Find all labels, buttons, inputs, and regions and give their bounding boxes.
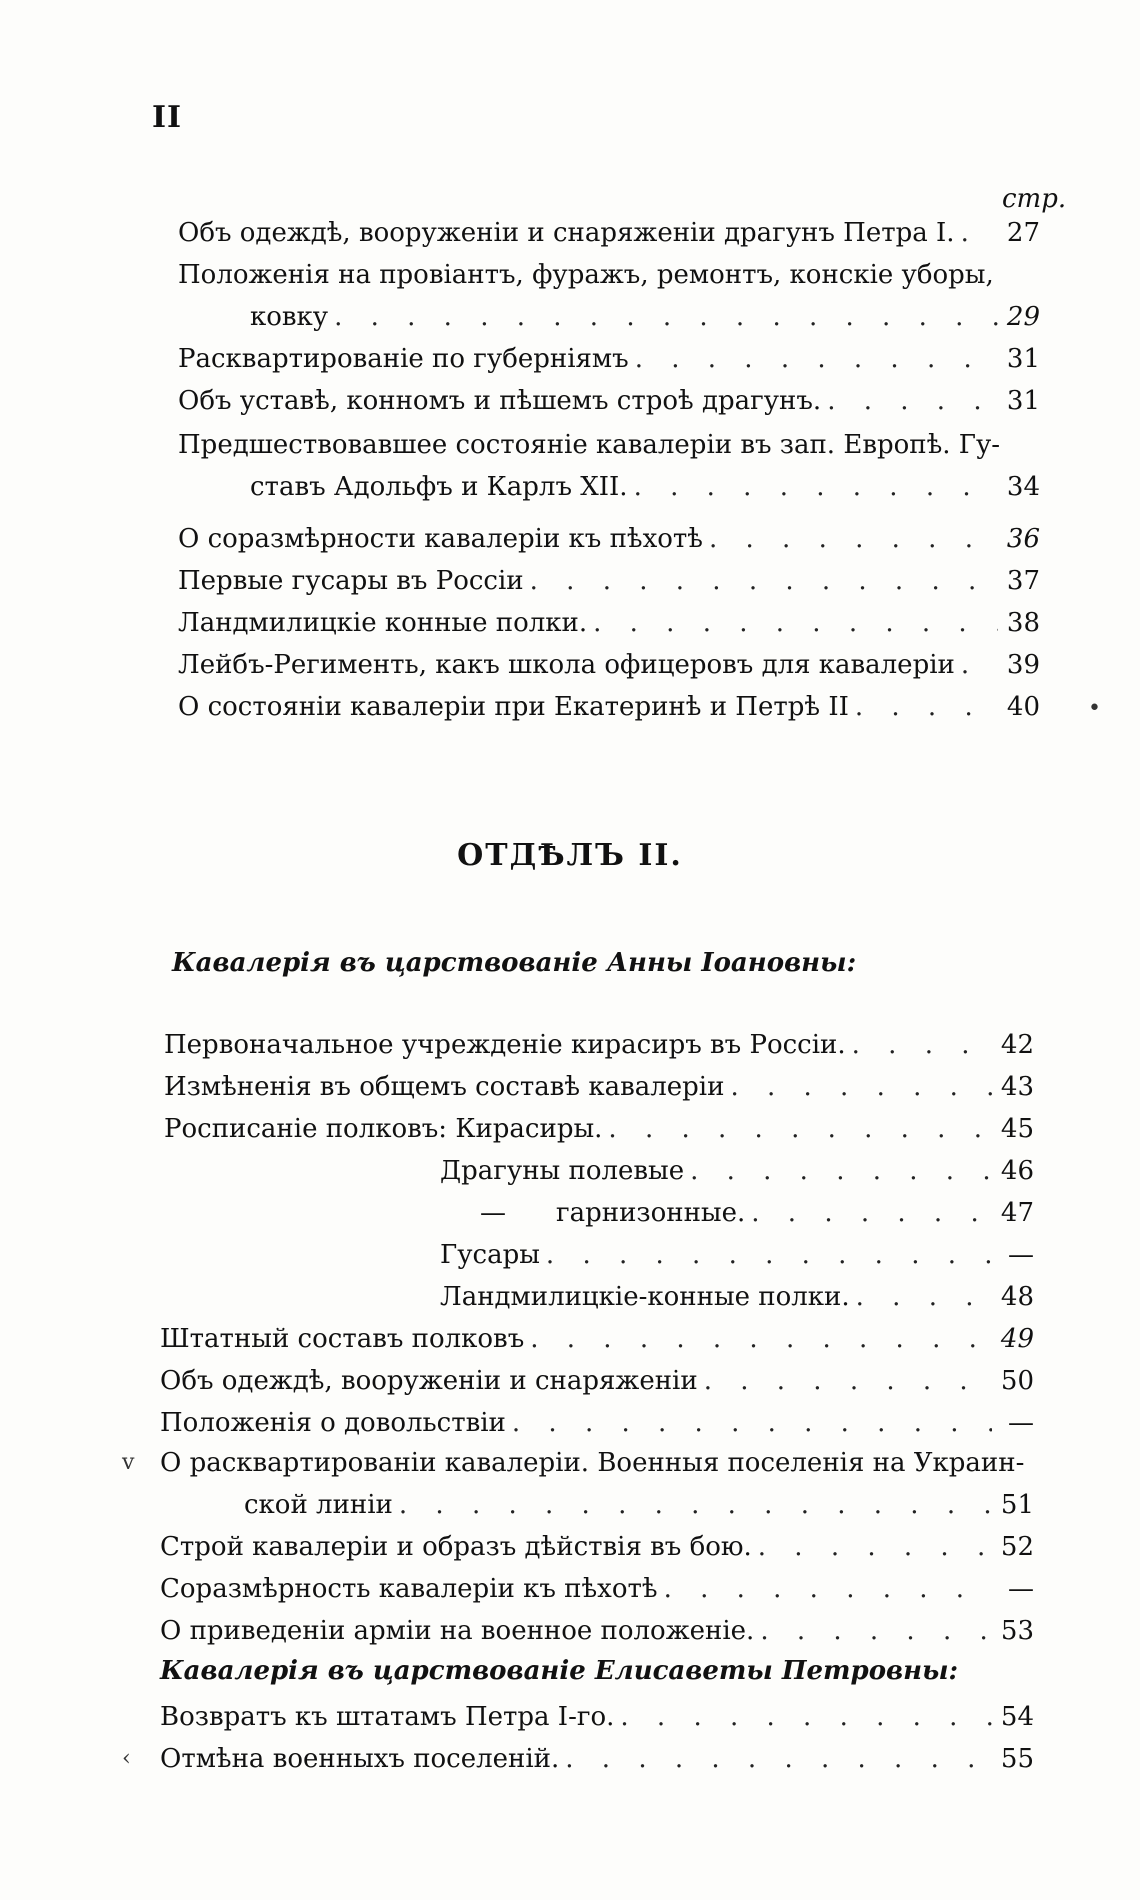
leader-dots bbox=[758, 1530, 992, 1564]
toc-entry-page: 31 bbox=[1006, 386, 1040, 416]
leader-dots bbox=[593, 606, 998, 640]
toc-entry-title: Ландмилицкіе конные полки. bbox=[178, 608, 588, 638]
toc-entry bbox=[160, 1614, 1034, 1654]
toc-entry-title: Положенія о довольствіи bbox=[160, 1408, 506, 1438]
toc-entry-title: Объ одеждѣ, вооруженіи и снаряженіи драгунъ Петра I. bbox=[178, 218, 955, 248]
toc-entry-page: — bbox=[1008, 1574, 1034, 1604]
leader-dots bbox=[855, 690, 998, 724]
toc-entry bbox=[440, 1154, 1034, 1194]
leader-dots bbox=[530, 564, 998, 598]
toc-entry bbox=[164, 1028, 1034, 1068]
toc-entry-title: гарнизонные. bbox=[556, 1198, 746, 1228]
toc-entry-page: 49 bbox=[1000, 1324, 1034, 1354]
toc-entry bbox=[160, 1572, 1034, 1612]
toc-entry-title: Объ уставѣ, конномъ и пѣшемъ строѣ драгунъ. bbox=[178, 386, 822, 416]
toc-entry-title: Росписаніе полковъ: Кирасиры. bbox=[164, 1114, 603, 1144]
toc-entry-page: 45 bbox=[1000, 1114, 1034, 1144]
toc-entry-title: Штатный составъ полковъ bbox=[160, 1324, 525, 1354]
toc-entry-title: Строй кавалеріи и образъ дѣйствія въ бою. bbox=[160, 1532, 752, 1562]
leader-dots bbox=[635, 342, 998, 376]
toc-entry bbox=[160, 1700, 1034, 1740]
toc-entry-page: 51 bbox=[1000, 1490, 1034, 1520]
toc-entry-title-cont: ковку bbox=[250, 302, 329, 332]
margin-check-mark: v bbox=[122, 1450, 135, 1475]
page-number: II bbox=[152, 100, 183, 135]
leader-dots bbox=[961, 648, 998, 682]
toc-entry bbox=[164, 1070, 1034, 1110]
toc-entry-page: — bbox=[1008, 1408, 1034, 1438]
leader-dots bbox=[620, 1700, 992, 1734]
toc-entry bbox=[178, 216, 1040, 256]
toc-entry bbox=[178, 606, 1040, 646]
leader-dots bbox=[530, 1322, 992, 1356]
section-heading: ОТДѢЛЪ II. bbox=[457, 838, 683, 873]
subheading: Кавалерія въ царствованіе Елисаветы Петровны: bbox=[160, 1656, 959, 1686]
toc-entry-title: Драгуны полевые bbox=[440, 1156, 685, 1186]
leader-dots bbox=[512, 1406, 992, 1440]
toc-entry-title-cont: ставъ Адольфъ и Карлъ XII. bbox=[250, 472, 628, 502]
leader-dots bbox=[634, 470, 998, 504]
toc-entry-title: Отмѣна военныхъ поселеній. bbox=[160, 1744, 560, 1774]
toc-entry-dash: — bbox=[480, 1198, 506, 1228]
toc-entry-page: 50 bbox=[1000, 1366, 1034, 1396]
leader-dots bbox=[751, 1196, 992, 1230]
toc-entry-title: Лейбъ-Регименть, какъ школа офицеровъ для кавалеріи bbox=[178, 650, 955, 680]
toc-entry-title: Ландмилицкіе-конные полки. bbox=[440, 1282, 850, 1312]
toc-entry bbox=[244, 1488, 1034, 1528]
toc-entry bbox=[178, 342, 1040, 382]
toc-entry-page: 40 bbox=[1006, 692, 1040, 722]
toc-entry bbox=[250, 300, 1040, 340]
toc-entry-page: 52 bbox=[1000, 1532, 1034, 1562]
toc-entry-page: 48 bbox=[1000, 1282, 1034, 1312]
leader-dots bbox=[856, 1280, 992, 1314]
toc-entry-page: 53 bbox=[1000, 1616, 1034, 1646]
toc-entry bbox=[178, 648, 1040, 688]
toc-entry-title: Возвратъ къ штатамъ Петра I-го. bbox=[160, 1702, 615, 1732]
toc-entry bbox=[160, 1322, 1034, 1362]
toc-entry-page: 29 bbox=[1006, 302, 1040, 332]
leader-dots bbox=[546, 1238, 992, 1272]
leader-dots bbox=[709, 522, 998, 556]
toc-entry-title: О расквартированіи кавалеріи. Военныя поселенія на Украин- bbox=[160, 1448, 1025, 1478]
ink-speck: • bbox=[1088, 696, 1101, 721]
page-column-header: стр. bbox=[1002, 184, 1067, 214]
leader-dots bbox=[565, 1742, 992, 1776]
toc-entry bbox=[160, 1364, 1034, 1404]
toc-entry bbox=[440, 1280, 1034, 1320]
toc-entry-title: Первоначальное учрежденіе кирасиръ въ Россіи. bbox=[164, 1030, 846, 1060]
toc-entry-page: 38 bbox=[1006, 608, 1040, 638]
toc-entry-page: 36 bbox=[1006, 524, 1040, 554]
toc-entry bbox=[160, 1530, 1034, 1570]
leader-dots bbox=[852, 1028, 992, 1062]
toc-entry-title: Первые гусары въ Россіи bbox=[178, 566, 524, 596]
toc-entry-page: 31 bbox=[1006, 344, 1040, 374]
toc-entry-title: Предшествовавшее состояніе кавалеріи въ зап. Европѣ. Гу- bbox=[178, 430, 1001, 460]
margin-mark: ‹ bbox=[122, 1746, 131, 1771]
toc-entry-page: — bbox=[1008, 1240, 1034, 1270]
toc-entry-title: Расквартированіе по губерніямъ bbox=[178, 344, 629, 374]
toc-entry-title-cont: ской линіи bbox=[244, 1490, 393, 1520]
toc-entry bbox=[480, 1196, 1034, 1236]
leader-dots bbox=[664, 1572, 992, 1606]
toc-entry-page: 39 bbox=[1006, 650, 1040, 680]
toc-entry-page: 42 bbox=[1000, 1030, 1034, 1060]
leader-dots bbox=[730, 1070, 992, 1104]
toc-entry-page: 46 bbox=[1000, 1156, 1034, 1186]
toc-entry-title: Гусары bbox=[440, 1240, 540, 1270]
toc-entry bbox=[160, 1406, 1034, 1446]
toc-entry-title: О состояніи кавалеріи при Екатеринѣ и Петрѣ II bbox=[178, 692, 849, 722]
toc-entry-page: 34 bbox=[1006, 472, 1040, 502]
toc-entry bbox=[178, 522, 1040, 562]
toc-entry bbox=[160, 1742, 1034, 1782]
toc-entry-title: О приведеніи арміи на военное положеніе. bbox=[160, 1616, 755, 1646]
toc-entry bbox=[440, 1238, 1034, 1278]
toc-entry bbox=[178, 384, 1040, 424]
toc-entry bbox=[250, 470, 1040, 510]
leader-dots bbox=[760, 1614, 992, 1648]
toc-entry-page: 55 bbox=[1000, 1744, 1034, 1774]
toc-entry-title: Измѣненія въ общемъ составѣ кавалеріи bbox=[164, 1072, 725, 1102]
toc-entry-page: 54 bbox=[1000, 1702, 1034, 1732]
subheading: Кавалерія въ царствованіе Анны Іоановны: bbox=[172, 948, 857, 978]
toc-entry-page: 37 bbox=[1006, 566, 1040, 596]
toc-entry-page: 47 bbox=[1000, 1198, 1034, 1228]
toc-entry-page: 43 bbox=[1000, 1072, 1034, 1102]
toc-entry-page: 27 bbox=[1006, 218, 1040, 248]
toc-entry-title: О соразмѣрности кавалеріи къ пѣхотѣ bbox=[178, 524, 703, 554]
leader-dots bbox=[961, 216, 998, 250]
leader-dots bbox=[334, 300, 998, 334]
toc-entry-title: Положенія на провіантъ, фуражъ, ремонтъ, конскіе уборы, bbox=[178, 260, 994, 290]
toc-entry bbox=[178, 564, 1040, 604]
leader-dots bbox=[399, 1488, 992, 1522]
toc-entry-title: Соразмѣрность кавалеріи къ пѣхотѣ bbox=[160, 1574, 658, 1604]
toc-entry bbox=[164, 1112, 1034, 1152]
leader-dots bbox=[704, 1364, 992, 1398]
leader-dots bbox=[690, 1154, 992, 1188]
leader-dots bbox=[608, 1112, 992, 1146]
toc-entry bbox=[178, 690, 1040, 730]
leader-dots bbox=[827, 384, 998, 418]
toc-entry-title: Объ одеждѣ, вооруженіи и снаряженіи bbox=[160, 1366, 698, 1396]
